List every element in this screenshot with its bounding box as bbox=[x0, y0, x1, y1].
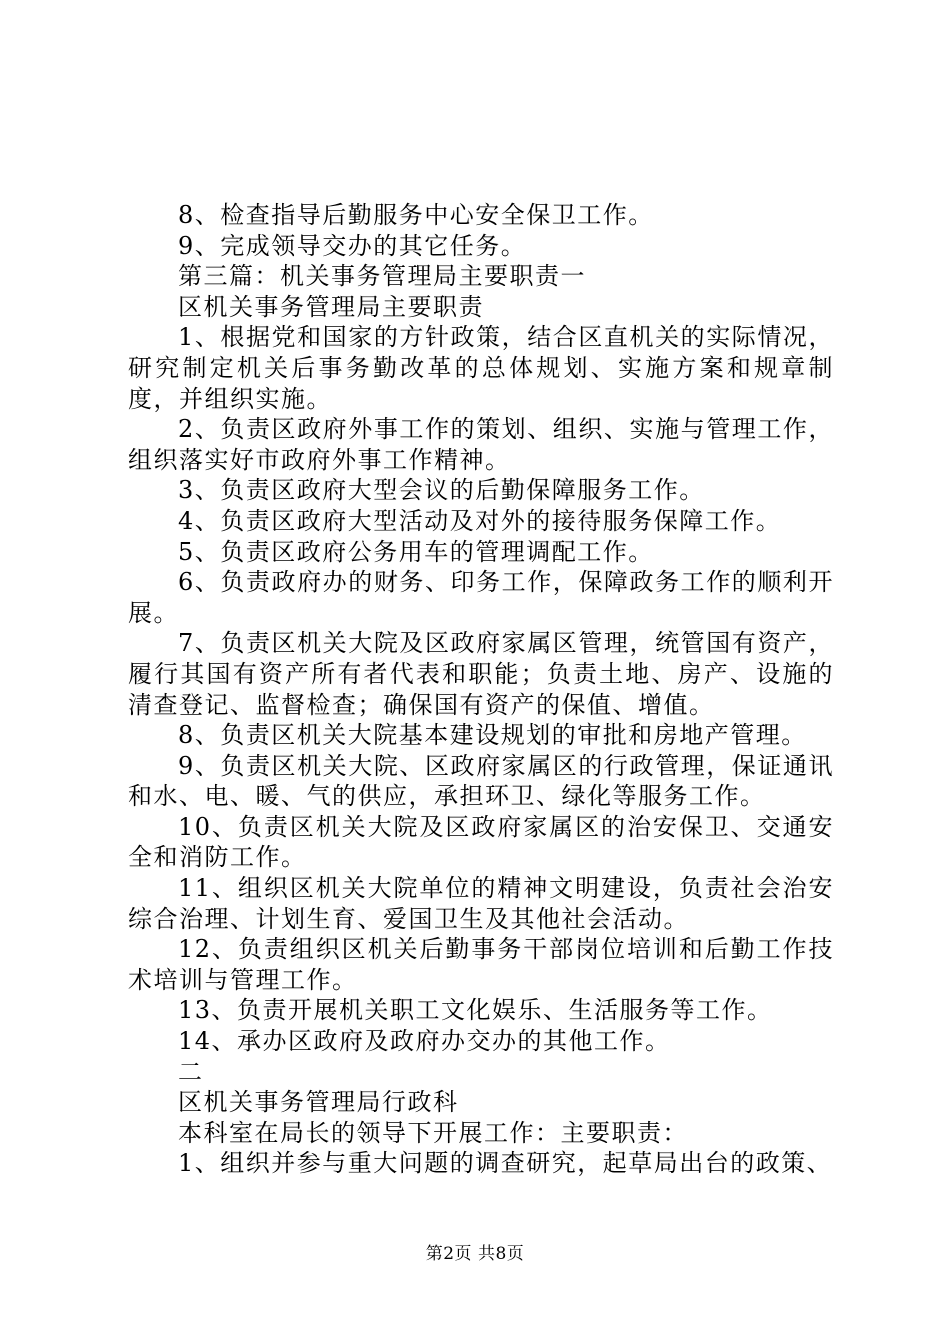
paragraph: 8、负责区机关大院基本建设规划的审批和房地产管理。 bbox=[178, 721, 807, 750]
paragraph: 4、负责区政府大型活动及对外的接待服务保障工作。 bbox=[178, 506, 782, 535]
paragraph: 14、承办区政府及政府办交办的其他工作。 bbox=[178, 1027, 671, 1056]
paragraph: 5、负责区政府公务用车的管理调配工作。 bbox=[178, 537, 654, 566]
paragraph: 9、完成领导交办的其它任务。 bbox=[178, 231, 527, 260]
paragraph: 1、组织并参与重大问题的调查研究，起草局出台的政策、 bbox=[178, 1149, 833, 1178]
paragraph: 3、负责区政府大型会议的后勤保障服务工作。 bbox=[178, 476, 705, 505]
section-subheading: 区机关事务管理局行政科 bbox=[178, 1088, 459, 1117]
paragraph: 11、组织区机关大院单位的精神文明建设，负责社会治安综合治理、计划生育、爱国卫生及其他社会活动。 bbox=[128, 874, 834, 933]
paragraph: 9、负责区机关大院、区政府家属区的行政管理，保证通讯和水、电、暖、气的供应，承担环卫、绿化等服务工作。 bbox=[128, 751, 834, 811]
paragraph: 1、根据党和国家的方针政策，结合区直机关的实际情况，研究制定机关后事务勤改革的总体规划、实施方案和规章制度，并组织实施。 bbox=[128, 323, 834, 413]
paragraph: 7、负责区机关大院及区政府家属区管理，统管国有资产，履行其国有资产所有者代表和职能；负责土地、房产、设施的清查登记、监督检查；确保国有资产的保值、增值。 bbox=[128, 629, 834, 719]
paragraph: 10、负责区机关大院及区政府家属区的治安保卫、交通安全和消防工作。 bbox=[128, 812, 834, 872]
paragraph: 6、负责政府办的财务、印务工作，保障政务工作的顺利开展。 bbox=[128, 568, 834, 627]
section-subheading: 区机关事务管理局主要职责 bbox=[178, 292, 484, 321]
section-number: 二 bbox=[178, 1057, 204, 1086]
paragraph: 13、负责开展机关职工文化娱乐、生活服务等工作。 bbox=[178, 996, 773, 1025]
paragraph: 12、负责组织区机关后勤事务干部岗位培训和后勤工作技术培训与管理工作。 bbox=[128, 935, 834, 994]
page-number: 第2页 共8页 bbox=[425, 1244, 525, 1264]
paragraph: 8、检查指导后勤服务中心安全保卫工作。 bbox=[178, 201, 654, 229]
section-heading: 第三篇：机关事务管理局主要职责一 bbox=[178, 262, 586, 291]
paragraph: 本科室在局长的领导下开展工作：主要职责： bbox=[178, 1118, 688, 1147]
paragraph: 2、负责区政府外事工作的策划、组织、实施与管理工作，组织落实好市政府外事工作精神。 bbox=[128, 415, 834, 474]
document-body bbox=[128, 200, 834, 1179]
